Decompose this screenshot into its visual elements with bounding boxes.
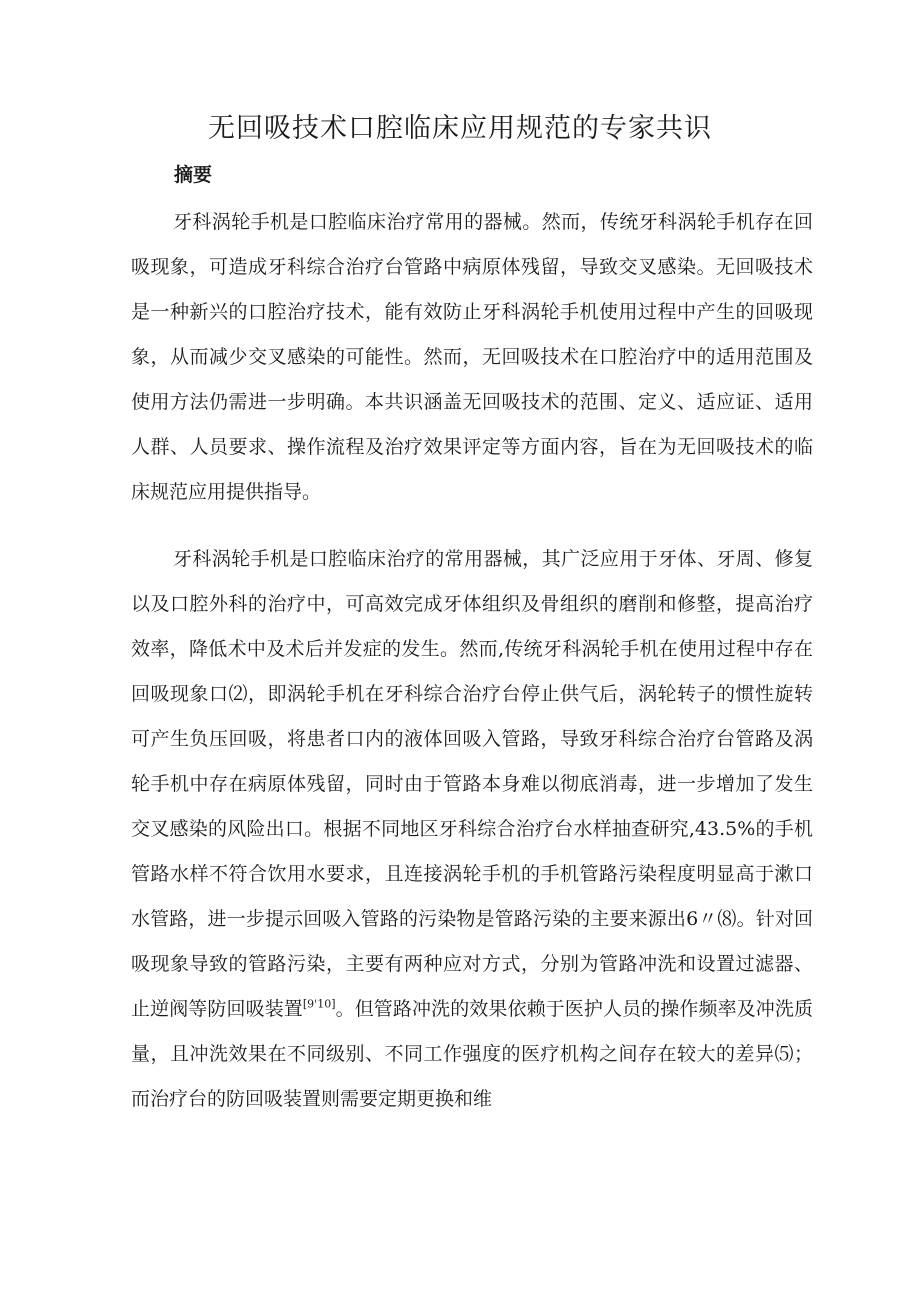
document-title: 无回吸技术口腔临床应用规范的专家共识 xyxy=(208,113,712,144)
body-paragraph xyxy=(131,537,813,1122)
abstract-paragraph: 牙科涡轮手机是口腔临床治疗常用的器械。然而，传统牙科涡轮手机存在回吸现象，可造成牙科综合治疗台管路中病原体残留，导致交叉感染。无回吸技术是一种新兴的口腔治疗技术，能有效防止牙科涡轮手机使用过程中产生的回吸现象，从而减少交叉感染的可能性。然而，无回吸技术在口腔治疗中的适用范围及使用方法仍需进一步明确。本共识涵盖无回吸技术的范围、定义、适应证、适用人群、人员要求、操作流程及治疗效果评定等方面内容，旨在为无回吸技术的临床规范应用提供指导。 xyxy=(131,211,813,503)
abstract-heading: 摘要 xyxy=(174,164,213,186)
body-paragraph-text-1: 牙科涡轮手机是口腔临床治疗的常用器械，其广泛应用于牙体、牙周、修复以及口腔外科的治疗中，可高效完成牙体组织及骨组织的磨削和修整，提高治疗效率，降低术中及术后并发症的发生。然而,传统牙科涡轮手机在使用过程中存在回吸现象口⑵，即涡轮手机在牙科综合治疗台停止供气后，涡轮转子的惯性旋转可产生负压回吸，将患者口内的液体回吸入管路，导致牙科综合治疗台管路及涡轮手机中存在病原体残留，同时由于管路本身难以彻底消毒，进一步增加了发生交叉感染的风险出口。根据不同地区牙科综合治疗台水样抽查研究,43.5%的手机管路水样不符合饮用水要求，且连接涡轮手机的手机管路污染程度明显高于漱口水管路，进一步提示回吸入管路的污染物是管路污染的主要来源出6〃⑻。针对回吸现象导致的管路污染，主要有两种应对方式，分别为管路冲洗和设置过滤器、止逆阀等防回吸装置 xyxy=(131,548,813,1020)
body-paragraph-text-2: 。但管路冲洗的效果依赖于医护人员的操作频率及冲洗质量，且冲洗效果在不同级别、不同工作强度的医疗机构之间存在较大的差异⑸；而治疗台的防回吸装置则需要定期更换和维 xyxy=(131,998,813,1110)
citation-reference: [9'10] xyxy=(302,997,336,1011)
